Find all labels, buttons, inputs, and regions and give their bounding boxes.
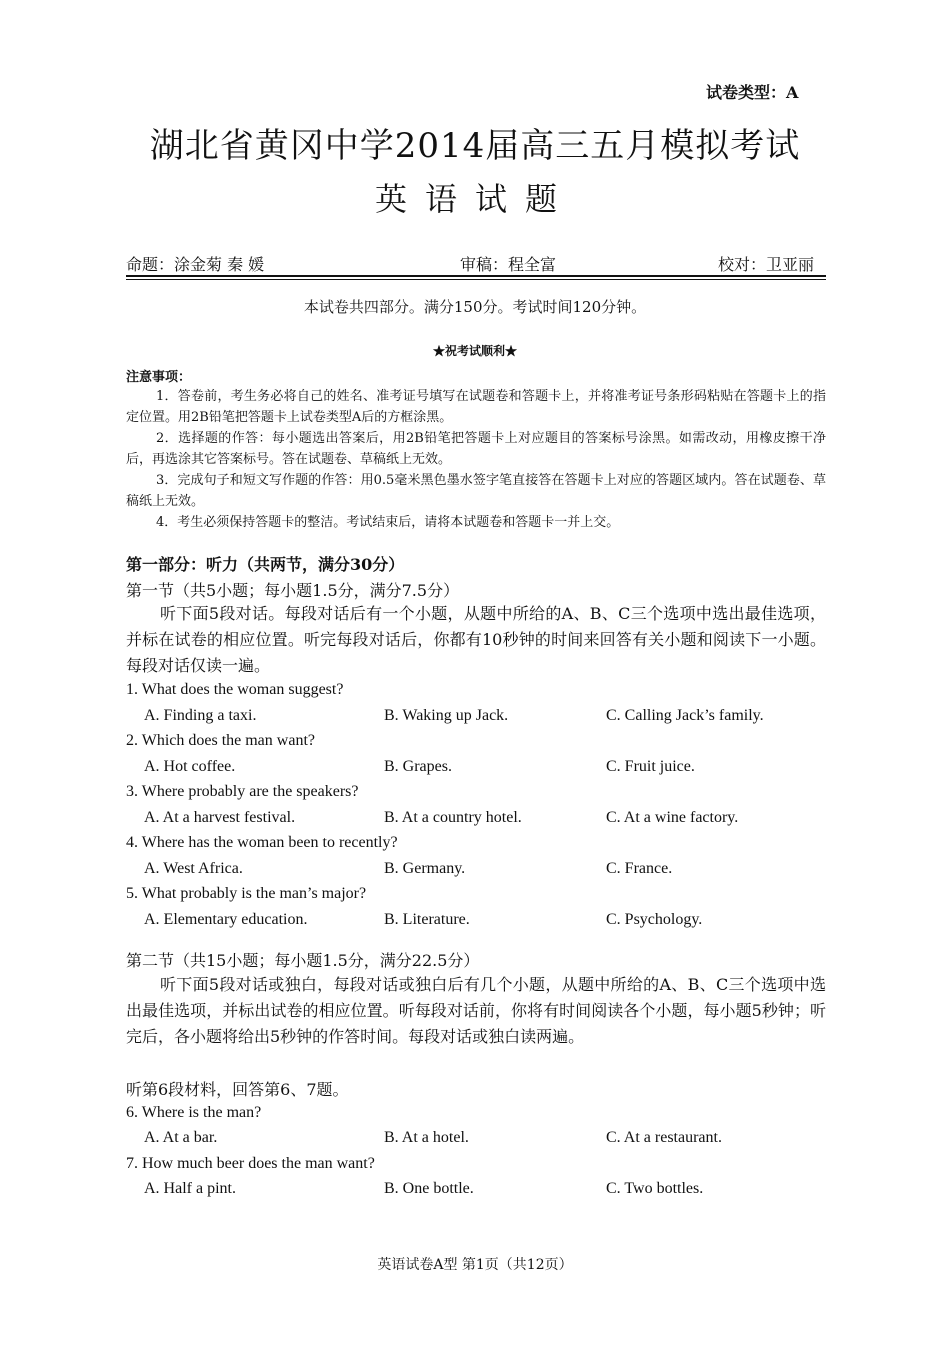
subject-title: 英语试题 [374, 180, 575, 218]
question-5: 5. What probably is the man’s major? [126, 885, 367, 902]
option-b: B. Germany. [384, 860, 466, 877]
option-a: A. Elementary education. [144, 911, 308, 928]
question-3: 3. Where probably are the speakers? [126, 783, 359, 800]
option-b: B. At a hotel. [384, 1129, 469, 1146]
question-2: 2. Which does the man want? [126, 732, 315, 749]
credits-reviewer: 审稿：程全富 [460, 255, 557, 274]
question-4: 4. Where has the woman been to recently? [126, 834, 398, 851]
note-item: 4．考生必须保持答题卡的整洁。考试结束后，请将本试题卷和答题卡一并上交。 [156, 515, 620, 530]
option-a: A. West Africa. [144, 860, 243, 877]
exam-title: 湖北省黄冈中学2014届高三五月模拟考试 [149, 126, 801, 166]
part1-heading: 第一部分：听力（共两节，满分30分） [126, 555, 405, 574]
exam-type-label: 试卷类型：A [706, 83, 799, 102]
question-6: 6. Where is the man? [126, 1104, 262, 1121]
page-footer: 英语试卷A型 第1页（共12页） [377, 1257, 573, 1273]
note-item: 2．选择题的作答：每小题选出答案后，用2B铅笔把答题卡上对应题目的答案标号涂黑。如需改动，用橡皮擦干净后，再选涂其它答案标号。答在试题卷、草稿纸上无效。 [126, 431, 826, 467]
option-b: B. Grapes. [384, 758, 452, 775]
option-c: C. At a restaurant. [606, 1129, 722, 1146]
option-b: B. Waking up Jack. [384, 707, 509, 724]
section2-material: 听第6段材料，回答第6、7题。 [126, 1080, 349, 1099]
option-c: C. Two bottles. [606, 1180, 704, 1197]
option-a: A. Hot coffee. [144, 758, 236, 775]
question-7: 7. How much beer does the man want? [126, 1155, 375, 1172]
notes-heading: 注意事项： [126, 370, 192, 385]
section1-instructions: 听下面5段对话。每段对话后有一个小题，从题中所给的A、B、C三个选项中选出最佳选项，并标在试卷的相应位置。听完每段对话后，你都有10秒钟的时间来回答有关小题和阅读下一小题。每段对话仅读一遍。 [126, 604, 826, 675]
note-item: 3．完成句子和短文写作题的作答：用0.5毫米黑色墨水签字笔直接答在答题卡上对应的答题区域内。答在试题卷、草稿纸上无效。 [126, 473, 826, 509]
note-item: 1．答卷前，考生务必将自己的姓名、准考证号填写在试题卷和答题卡上，并将准考证号条形码粘贴在答题卡上的指定位置。用2B铅笔把答题卡上试卷类型A后的方框涂黑。 [126, 389, 826, 425]
option-b: B. At a country hotel. [384, 809, 522, 826]
section2-instructions: 听下面5段对话或独白，每段对话或独白后有几个小题，从题中所给的A、B、C三个选项中选出最佳选项，并标出试卷的相应位置。听每段对话前，你将有时间阅读各个小题，每小题5秒钟；听完后，各小题将给出5秒钟的作答时间。每段对话或独白读两遍。 [126, 975, 826, 1046]
option-a: A. Half a pint. [144, 1180, 236, 1197]
section1-heading: 第一节（共5小题；每小题1.5分，满分7.5分） [126, 581, 460, 600]
option-c: C. France. [606, 860, 673, 877]
blessing: ★祝考试顺利★ [432, 344, 517, 358]
option-c: C. Calling Jack’s family. [606, 707, 764, 724]
option-c: C. Fruit juice. [606, 758, 695, 775]
exam-summary: 本试卷共四部分。满分150分。考试时间120分钟。 [303, 298, 647, 316]
credits-authors: 命题：涂金菊 秦 媛 [126, 255, 265, 274]
option-b: B. Literature. [384, 911, 470, 928]
credits-proofreader: 校对：卫亚丽 [718, 255, 815, 274]
option-c: C. At a wine factory. [606, 809, 739, 826]
header-rule-thin [126, 279, 826, 280]
question-1: 1. What does the woman suggest? [126, 681, 344, 698]
option-a: A. At a harvest festival. [144, 809, 296, 826]
option-b: B. One bottle. [384, 1180, 474, 1197]
option-a: A. Finding a taxi. [144, 707, 257, 724]
option-c: C. Psychology. [606, 911, 703, 928]
header-rule [126, 275, 826, 277]
section2-heading: 第二节（共15小题；每小题1.5分，满分22.5分） [126, 951, 480, 970]
option-a: A. At a bar. [144, 1129, 218, 1146]
